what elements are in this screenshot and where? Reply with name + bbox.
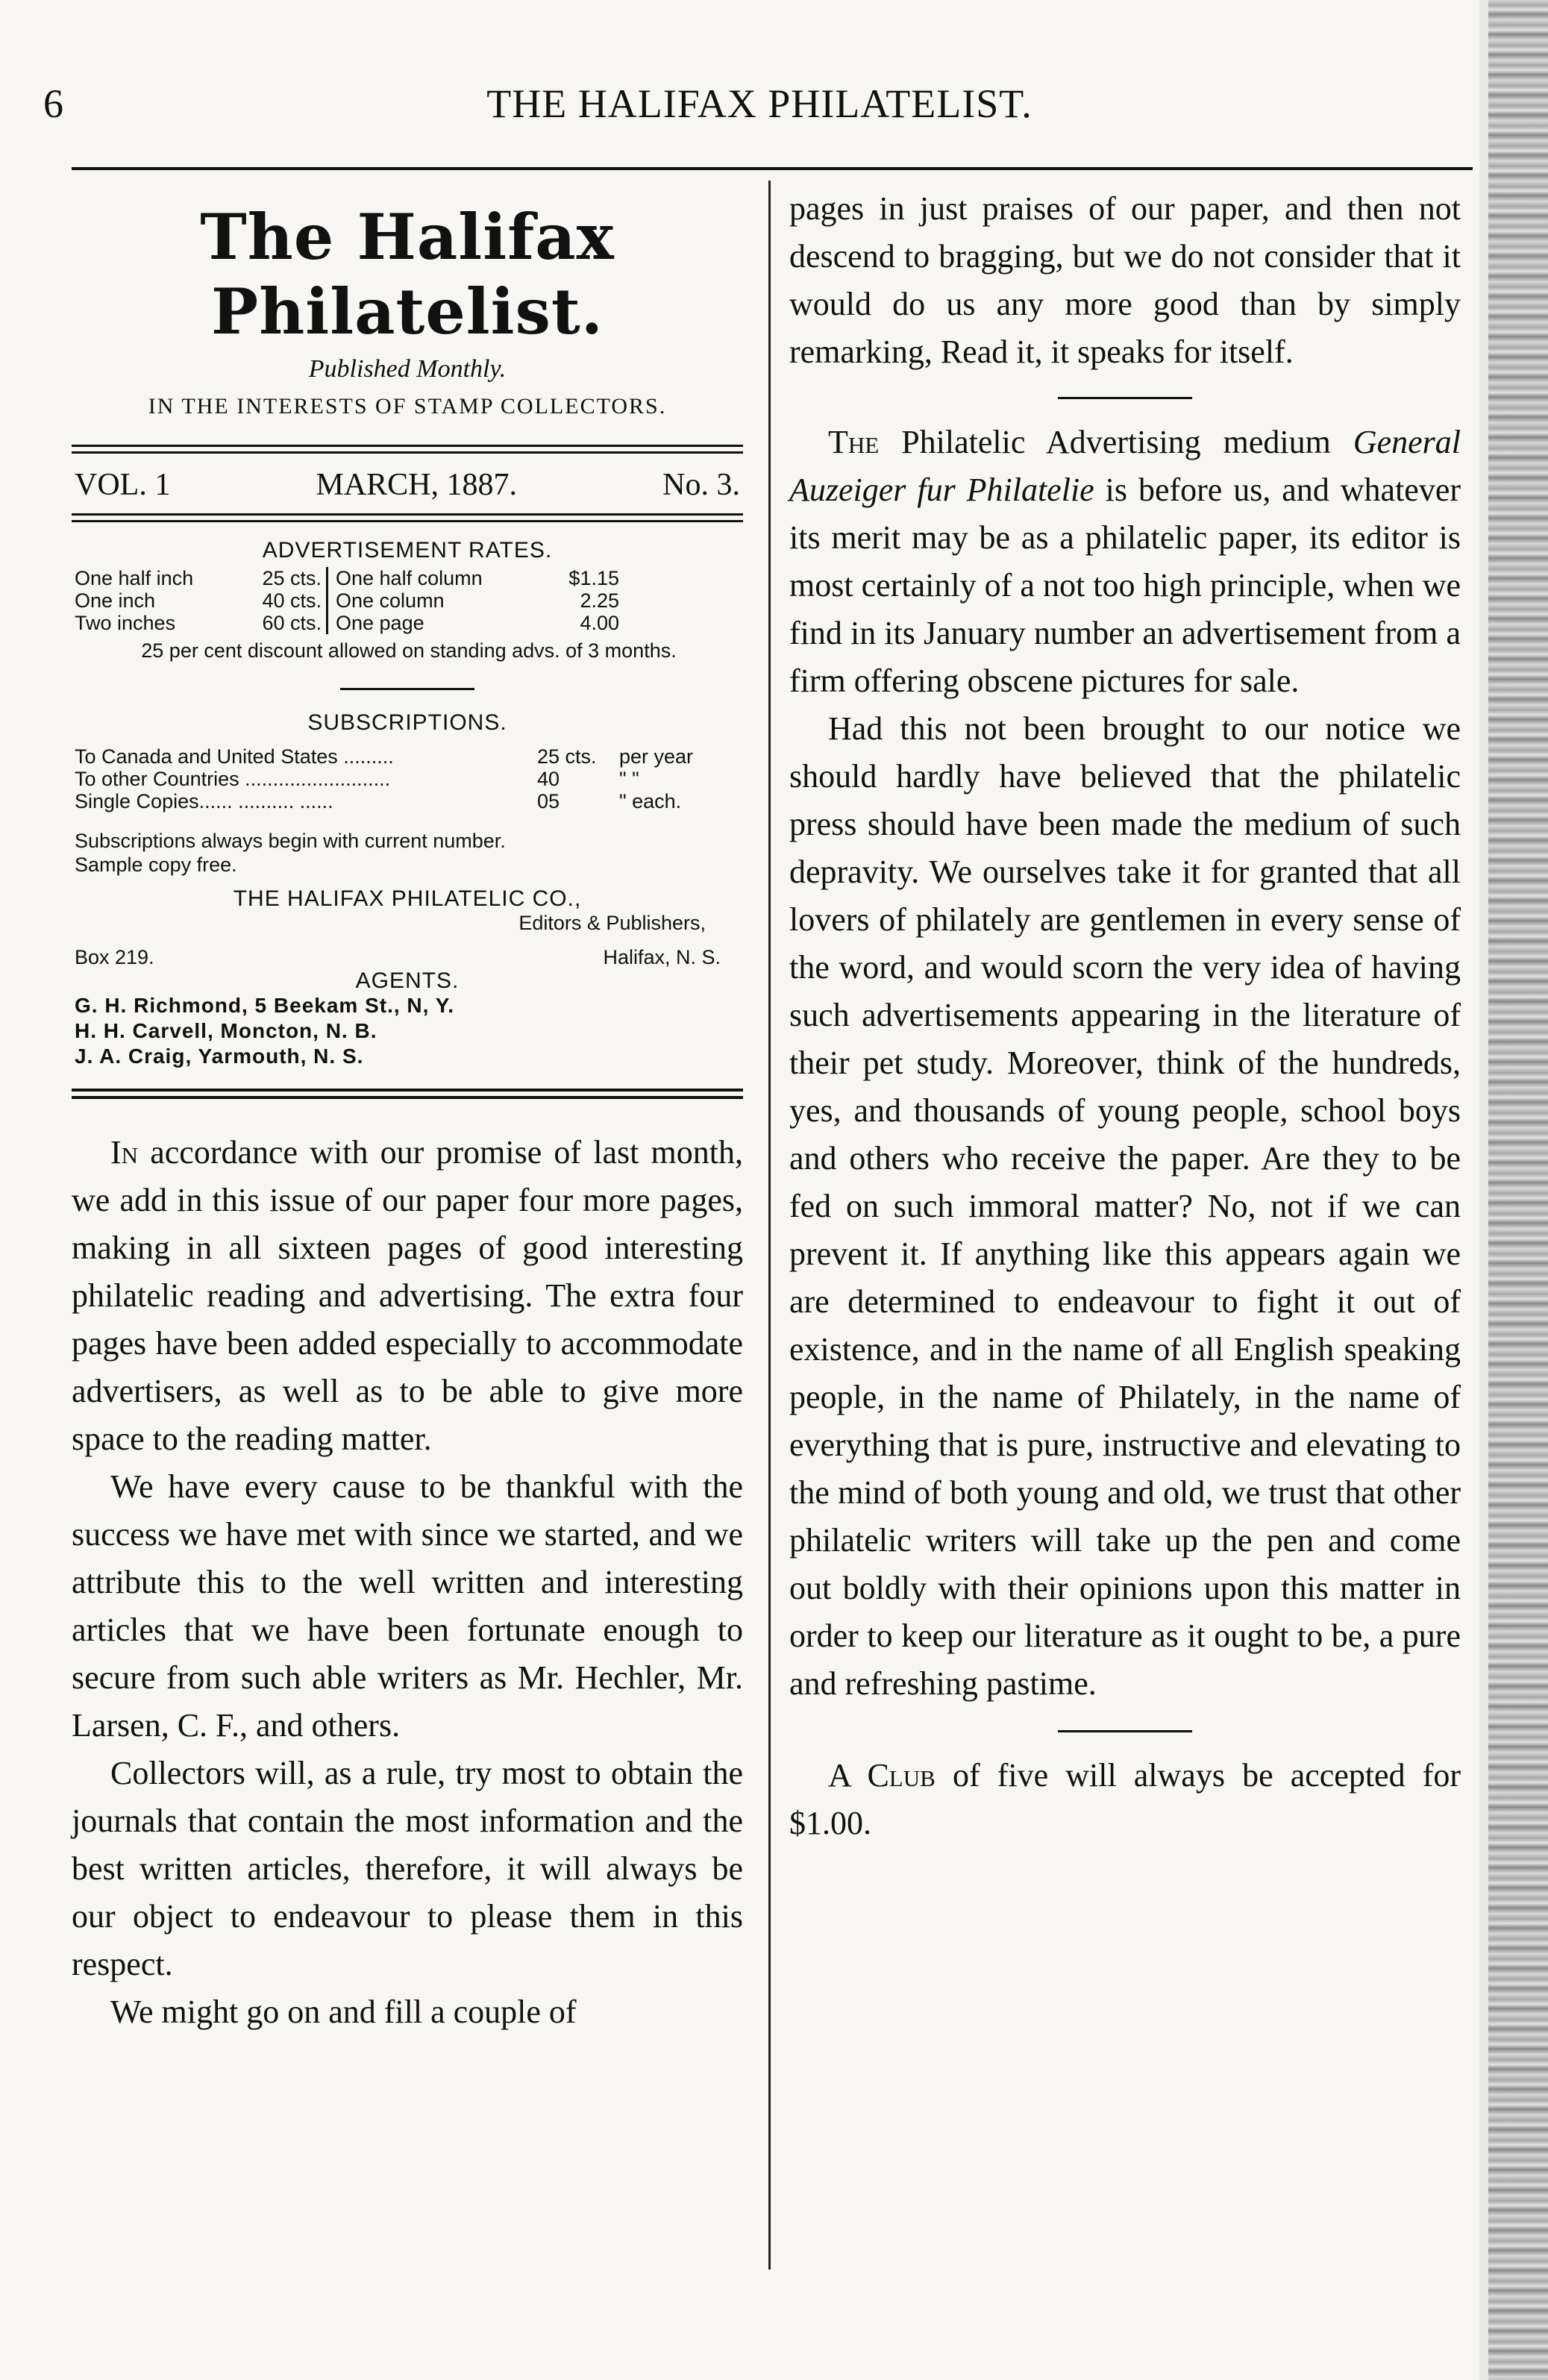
agent-line: G. H. Richmond, 5 Beekam St., N, Y. (75, 994, 455, 1017)
masthead-title: The Halifax Philatelist. (200, 200, 615, 348)
published-monthly: Published Monthly. (308, 355, 507, 383)
subscription-row: Single Copies...... .......... ...... 05 " each. (75, 790, 682, 812)
section-rule (340, 688, 474, 690)
rate-price: 4.00 (580, 612, 619, 634)
agent-line: H. H. Carvell, Moncton, N. B. (75, 1019, 377, 1042)
rate-label: Two inches (75, 612, 176, 634)
article-paragraph: We might go on and fill a couple of (110, 1994, 577, 2030)
right-article-2 (789, 419, 1461, 1708)
rate-price: 25 cts. (224, 567, 328, 589)
volume: VOL. 1 (75, 468, 171, 502)
publisher-address (75, 945, 721, 969)
subscription-row: To other Countries .......................... 40 " " (75, 768, 639, 790)
rate-label: One column (336, 589, 445, 612)
issue-date: MARCH, 1887. (316, 468, 518, 502)
box-end-rule (72, 1089, 743, 1099)
agents-list (75, 993, 743, 1069)
article-paragraph: pages in just praises of our paper, and then not descend to bragging, but we do not consider that it would do us any more good than by simply remarking, Read it, it speaks for itself. (789, 190, 1461, 370)
article-paragraph: We have every cause to be thankful with the success we have met with since we started, and we attribute this to the well written and interesting articles that we have been fortunate enough to secure from such able writers as Mr. Hechler, Mr. Larsen, C. F., and others. (72, 1468, 743, 1744)
article-paragraph: In accordance with our promise of last month, we add in this issue of our paper four more pages, making in all sixteen pages of good interesting philatelic reading and advertising. The extra four pages have been added especially to accommodate advertisers, as well as to be able to give more space to the reading matter. (72, 1134, 743, 1457)
article-paragraph: A Club of five will always be accepted for $1.00. (789, 1757, 1461, 1841)
page-number: 6 (43, 81, 63, 126)
article-paragraph: The Philatelic Advertising medium General Auzeiger fur Philatelie is before us, and whatever its merit may be as a philatelic paper, its editor is most certainly of a not too high principle, when we find in its January number an advertisement from a firm offering obscene pictures for sale. (789, 424, 1461, 699)
rate-label: One half column (336, 567, 483, 589)
rate-price: 2.25 (580, 589, 619, 612)
publication-title: General Auzeiger fur Philatelie (789, 424, 1461, 508)
scan-edge-texture (1488, 0, 1548, 2380)
issue-line (72, 454, 743, 513)
masthead-subtitle: IN THE INTERESTS OF STAMP COLLECTORS. (148, 394, 667, 419)
subscription-note: Subscriptions always begin with current number. (75, 830, 506, 852)
agents-heading: AGENTS. (355, 968, 460, 993)
left-column (72, 185, 743, 2036)
subscription-row: To Canada and United States ......... 25 cts. per year (75, 745, 694, 768)
rate-label: One page (336, 612, 424, 634)
rate-price: $1.15 (568, 567, 619, 589)
publisher-name: THE HALIFAX PHILATELIC CO., (233, 886, 582, 911)
publisher-role: Editors & Publishers, (518, 912, 706, 934)
scan-margin (1479, 0, 1488, 2380)
header-rule (72, 167, 1473, 170)
publisher-city: Halifax, N. S. (603, 946, 721, 968)
left-article (72, 1129, 743, 2036)
right-article (789, 185, 1461, 376)
ad-rates-table (75, 567, 743, 634)
section-rule (1058, 1730, 1192, 1732)
subscriptions-table (72, 745, 743, 812)
article-paragraph: Had this not been brought to our notice we should hardly have believed that the philatelic press should have been made the medium of such depravity. We ourselves take it for granted that all lovers of philately are gentlemen in every sense of the word, and would scorn the very idea of having such advertisements appearing in the literature of their pet study. Moreover, think of the hundreds, yes, and thousands of young people, school boys and others who receive the paper. Are they to be fed on such immoral matter? No, not if we can prevent it. If anything like this appears again we are determined to endeavour to fight it out of existence, and in the name of all English speaking people, in the name of Philately, in the name of everything that is pure, instructive and elevating to the mind of both young and old, we trust that other philatelic writers will take up the pen and come out boldly with their opinions upon this matter in order to keep our literature as it ought to be, a pure and refreshing pastime. (789, 710, 1461, 1702)
publisher-box: Box 219. (75, 946, 154, 968)
rate-label: One inch (75, 589, 156, 612)
masthead-rule (72, 445, 743, 454)
issue-rule (72, 513, 743, 522)
ad-discount: 25 per cent discount allowed on standing advs. of 3 months. (141, 639, 677, 662)
agent-line: J. A. Craig, Yarmouth, N. S. (75, 1045, 364, 1068)
club-notice (789, 1752, 1461, 1847)
column-divider (768, 181, 771, 2270)
issue-number: No. 3. (662, 468, 740, 502)
ad-rates-heading: ADVERTISEMENT RATES. (262, 538, 553, 563)
running-title: THE HALIFAX PHILATELIST. (486, 81, 1032, 126)
section-rule (1058, 397, 1192, 399)
right-column (789, 185, 1461, 1847)
rate-price: 40 cts. (224, 589, 328, 612)
rate-price: 60 cts. (224, 612, 328, 634)
subscriptions-heading: SUBSCRIPTIONS. (307, 710, 507, 735)
rate-label: One half inch (75, 567, 194, 589)
article-paragraph: Collectors will, as a rule, try most to obtain the journals that contain the most information and the best written articles, therefore, it will always be our object to endeavour to please them in this respect. (72, 1755, 743, 1982)
sample-copy-note: Sample copy free. (75, 854, 237, 876)
running-head (43, 81, 1476, 140)
